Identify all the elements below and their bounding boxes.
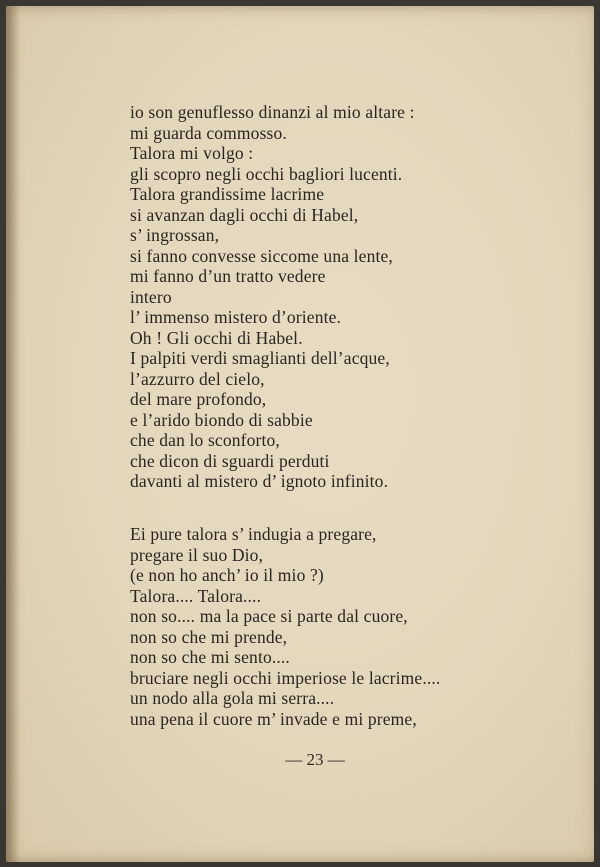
verse-line: e l’arido biondo di sabbie	[130, 409, 313, 430]
spine-shadow	[6, 6, 20, 862]
verse-line: I palpiti verdi smaglianti dell’acque,	[130, 348, 390, 368]
verse-line: pregare il suo Dio,	[130, 544, 264, 565]
verse-line: s’ ingrossan,	[130, 225, 220, 245]
verse-line: che dan lo sconforto,	[130, 430, 280, 450]
verse-line: l’ immenso mistero d’oriente.	[130, 307, 342, 327]
verse-line: una pena il cuore m’ invade e mi preme,	[130, 708, 417, 729]
verse-line: l’azzurro del cielo,	[130, 368, 265, 389]
stanza-2	[130, 524, 440, 729]
verse-line: non so.... ma la pace si parte dal cuore,	[130, 606, 408, 626]
verse-line: mi guarda commosso.	[130, 122, 287, 143]
verse-line: non so che mi prende,	[130, 626, 288, 647]
verse-line: un nodo alla gola mi serra....	[130, 688, 335, 708]
verse-line: Talora grandissime lacrime	[130, 184, 325, 204]
stanza-1	[130, 102, 415, 492]
verse-line: bruciare negli occhi imperiose le lacrime....	[130, 667, 441, 688]
verse-line: Ei pure talora s’ indugia a pregare,	[130, 524, 377, 544]
verse-line: (e non ho anch’ io il mio ?)	[130, 565, 324, 585]
verse-line: non so che mi sento....	[130, 647, 290, 667]
verse-line: Oh ! Gli occhi di Habel.	[130, 327, 303, 348]
verse-line: io son genuflesso dinanzi al mio altare :	[130, 102, 415, 122]
verse-line: mi fanno d’un tratto vedere	[130, 266, 326, 286]
verse-line: si fanno convesse siccome una lente,	[130, 245, 393, 266]
verse-line: del mare profondo,	[130, 389, 267, 409]
verse-line: Talora.... Talora....	[130, 585, 262, 606]
verse-line: intero	[130, 286, 172, 307]
verse-line: gli scopro negli occhi bagliori lucenti.	[130, 163, 403, 184]
page-number: — 23 —	[285, 750, 345, 769]
verse-line: davanti al mistero d’ ignoto infinito.	[130, 471, 389, 491]
book-page	[6, 6, 594, 862]
verse-line: si avanzan dagli occhi di Habel,	[130, 204, 359, 225]
verse-line: che dicon di sguardi perduti	[130, 450, 330, 471]
verse-line: Talora mi volgo :	[130, 143, 254, 163]
